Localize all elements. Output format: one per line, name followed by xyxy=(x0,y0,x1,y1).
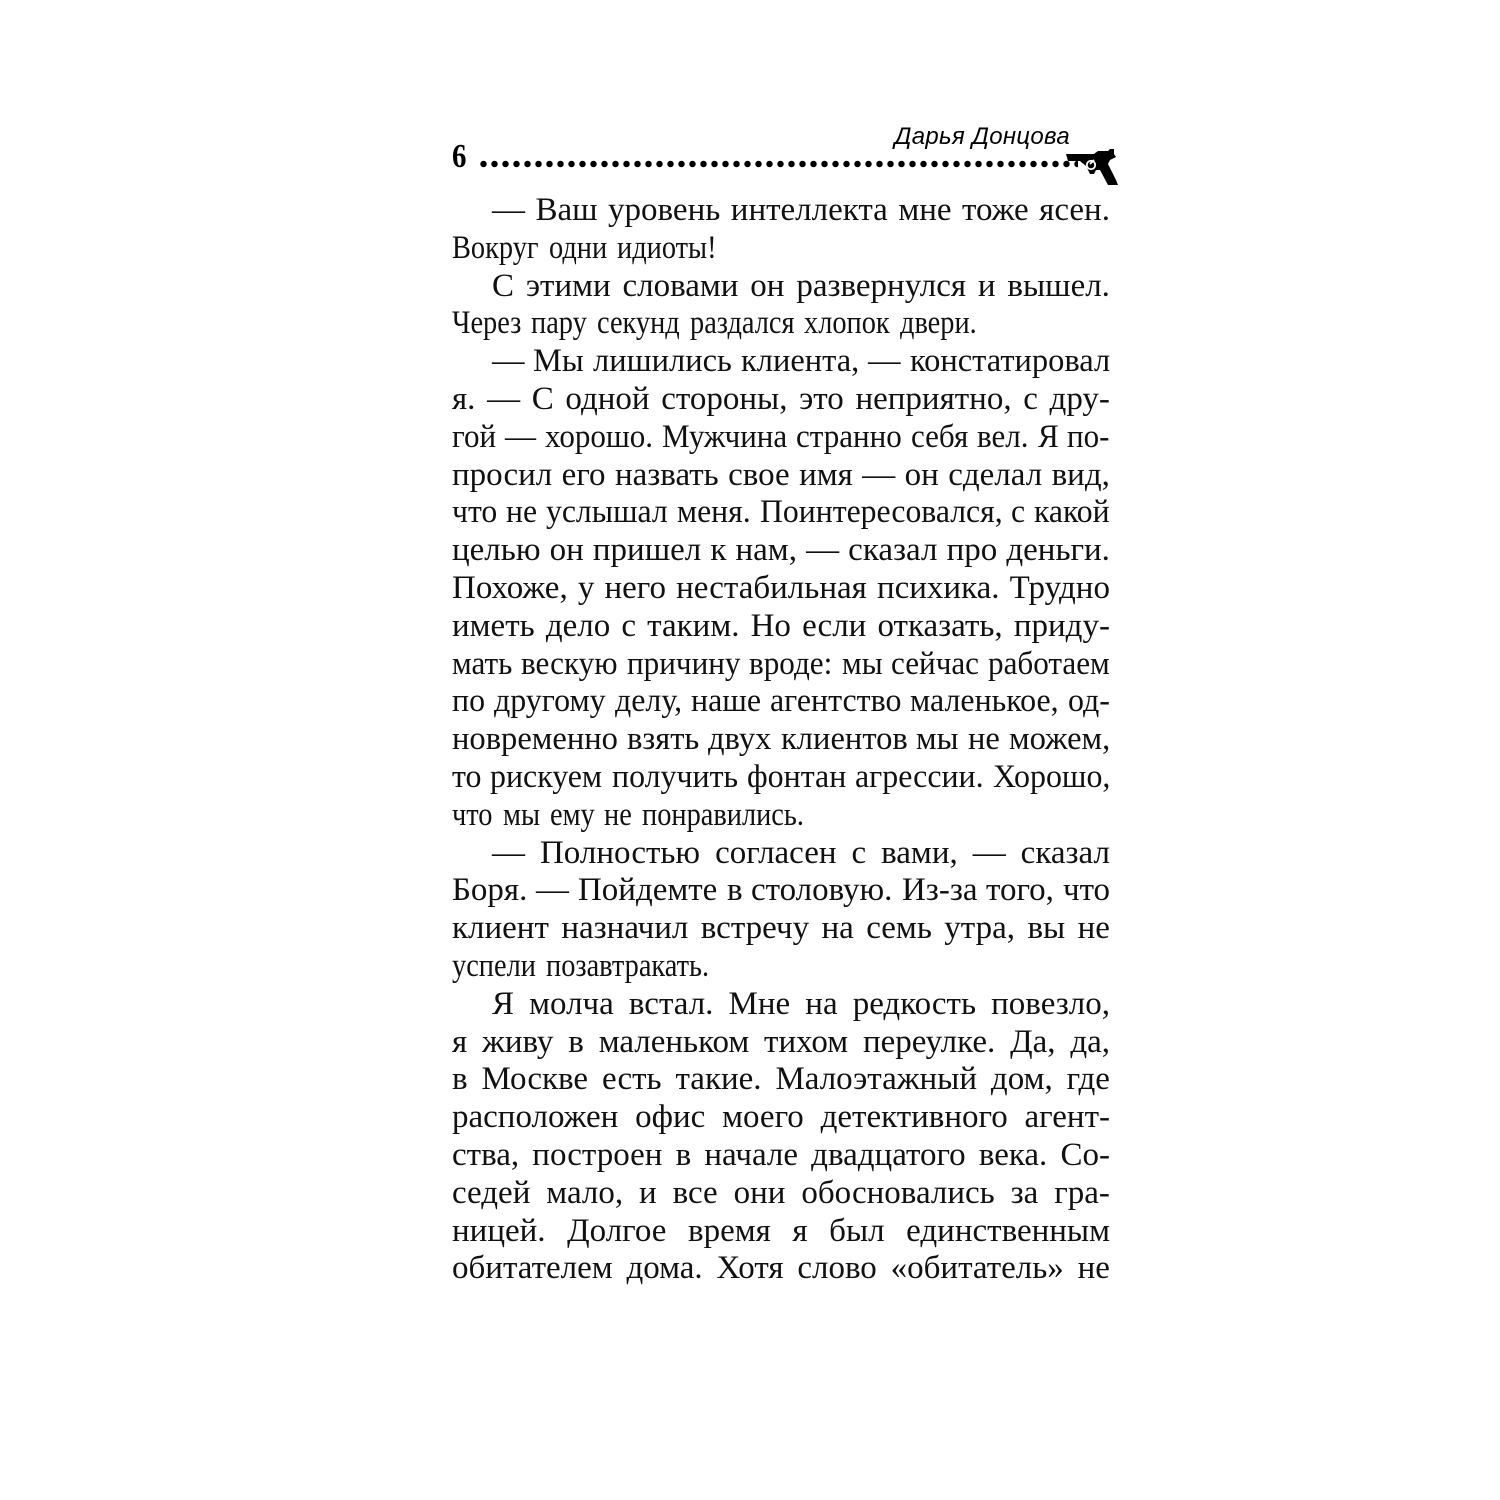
word: дома. xyxy=(626,1250,703,1287)
word: да, xyxy=(1070,1023,1110,1060)
word: С xyxy=(492,267,515,304)
word: про xyxy=(946,532,998,569)
word: Мы xyxy=(533,343,585,380)
word: и xyxy=(977,267,996,304)
word: стороны, xyxy=(661,380,788,417)
word: мы xyxy=(916,721,959,758)
word: время xyxy=(688,1212,771,1249)
word: клиентов xyxy=(780,721,908,758)
word: двух xyxy=(708,721,772,758)
text-line xyxy=(452,1250,1110,1288)
word: я xyxy=(452,1023,468,1060)
word: вышел. xyxy=(1007,267,1110,304)
word: не xyxy=(1077,1250,1110,1287)
word: получить xyxy=(611,758,738,795)
word: хлопок xyxy=(804,305,891,342)
word: мало, xyxy=(546,1174,624,1211)
book-page xyxy=(452,120,1110,1288)
word: вел. xyxy=(977,418,1029,455)
word: дру- xyxy=(1049,380,1110,417)
word: сейчас xyxy=(891,645,980,682)
text-line xyxy=(452,1061,1110,1099)
word: маленькое, xyxy=(910,683,1059,720)
text-line xyxy=(452,532,1110,570)
word: — xyxy=(972,834,1006,871)
text-line xyxy=(452,1024,1110,1062)
text-line xyxy=(452,910,1110,948)
word: с xyxy=(1023,380,1038,417)
word: Вокруг xyxy=(452,229,539,266)
text-line xyxy=(452,835,1110,873)
word: пришел xyxy=(592,532,702,569)
word: Полностью xyxy=(539,834,701,871)
word: мне xyxy=(898,192,952,228)
word: Но xyxy=(750,607,791,644)
word: ясен. xyxy=(1039,192,1110,228)
text-line xyxy=(452,1213,1110,1251)
word: Мужчина xyxy=(662,418,788,455)
text-line xyxy=(452,948,1110,986)
word: Трудно xyxy=(1009,569,1110,606)
word: обитателем xyxy=(452,1250,613,1287)
word: вами, xyxy=(881,834,958,871)
word: повезло, xyxy=(991,985,1110,1022)
word: единственным xyxy=(906,1212,1110,1249)
word: одни xyxy=(548,229,607,266)
word: интеллекта xyxy=(730,192,888,228)
word: с xyxy=(1011,494,1026,531)
word: словами xyxy=(622,267,739,304)
word: я. xyxy=(452,380,476,417)
word: построен xyxy=(532,1136,663,1173)
word: имя xyxy=(799,456,853,493)
word: гой xyxy=(452,418,497,455)
word: Пойдемте xyxy=(578,872,718,909)
word: — xyxy=(492,343,525,380)
word: встал. xyxy=(628,985,714,1022)
word: слово xyxy=(797,1250,877,1287)
word: по- xyxy=(1067,418,1110,455)
word: Со- xyxy=(1060,1136,1110,1173)
word: века. xyxy=(978,1136,1048,1173)
text-line xyxy=(452,570,1110,608)
revolver-icon xyxy=(1064,148,1124,186)
word: — xyxy=(806,532,840,569)
word: психика. xyxy=(876,569,1000,606)
word: Мне xyxy=(728,985,791,1022)
word: — xyxy=(487,380,521,417)
page-number: 6 xyxy=(452,138,467,175)
word: сказал xyxy=(1020,834,1110,871)
word: двери. xyxy=(900,305,977,342)
word: дом, xyxy=(990,1061,1053,1098)
word: что xyxy=(452,796,493,833)
word: в xyxy=(726,872,743,909)
word: новременно xyxy=(452,721,618,758)
word: Хотя xyxy=(716,1250,784,1287)
word: не xyxy=(967,721,1000,758)
word: его xyxy=(561,456,606,493)
word: он xyxy=(750,267,785,304)
word: не xyxy=(1077,910,1110,947)
word: этими xyxy=(525,267,611,304)
word: седей xyxy=(452,1174,531,1211)
word: в xyxy=(452,1061,468,1098)
word: просил xyxy=(452,456,553,493)
word: отказать, xyxy=(877,607,1003,644)
word: — xyxy=(862,456,896,493)
word: клиент xyxy=(452,910,549,947)
word: констатировал xyxy=(909,343,1110,380)
word: меня. xyxy=(676,494,751,531)
word: в xyxy=(568,1023,584,1060)
word: моего xyxy=(722,1099,804,1136)
word: С xyxy=(531,380,554,417)
word: секунд xyxy=(597,305,680,342)
text-line xyxy=(452,230,1110,268)
word: назначил xyxy=(561,910,689,947)
word: другому xyxy=(494,683,606,720)
word: Поинтересовался, xyxy=(759,494,1003,531)
word: молча xyxy=(529,985,614,1022)
word: Я xyxy=(492,985,515,1022)
text-line xyxy=(452,797,1110,835)
word: Москве xyxy=(481,1061,589,1098)
text-line xyxy=(452,872,1110,910)
word: не xyxy=(604,796,633,833)
word: живу xyxy=(482,1023,554,1060)
word: рискуем xyxy=(490,758,603,795)
text-line xyxy=(452,683,1110,721)
word: маленьком xyxy=(598,1023,750,1060)
word: по xyxy=(452,683,486,720)
word: к xyxy=(710,532,727,569)
word: Долгое xyxy=(567,1212,667,1249)
word: Похоже, xyxy=(452,569,568,606)
word: детективного xyxy=(820,1099,1008,1136)
word: делу, xyxy=(614,683,682,720)
text-line xyxy=(452,1175,1110,1213)
word: развернулся xyxy=(796,267,967,304)
word: мать xyxy=(452,645,513,682)
word: деньги. xyxy=(1006,532,1110,569)
word: Я xyxy=(1037,418,1059,455)
word: позавтракать. xyxy=(545,947,709,984)
word: есть xyxy=(601,1061,662,1098)
word: — xyxy=(536,872,570,909)
word: причину xyxy=(626,645,741,682)
word: гра- xyxy=(1054,1174,1110,1211)
word: на xyxy=(821,910,854,947)
text-line xyxy=(452,1099,1110,1137)
word: столовую. xyxy=(751,872,893,909)
word: редкость xyxy=(852,985,977,1022)
word: тихом xyxy=(764,1023,849,1060)
word: иметь xyxy=(452,607,535,644)
word: уровень xyxy=(608,192,721,228)
word: целью xyxy=(452,532,541,569)
word: семь xyxy=(866,910,932,947)
word: расположен xyxy=(452,1099,619,1136)
text-line xyxy=(452,192,1110,230)
word: Через xyxy=(452,305,522,342)
text-line xyxy=(452,457,1110,495)
word: что xyxy=(452,494,498,531)
word: такие. xyxy=(675,1061,762,1098)
word: взять xyxy=(626,721,700,758)
text-line xyxy=(452,986,1110,1024)
word: Ваш xyxy=(535,192,598,228)
word: Хорошо, xyxy=(992,758,1110,795)
word: с xyxy=(621,607,637,644)
word: таким. xyxy=(647,607,740,644)
word: он xyxy=(904,456,939,493)
word: встречу xyxy=(700,910,810,947)
word: назвать xyxy=(614,456,719,493)
word: раздался xyxy=(689,305,795,342)
word: мы xyxy=(502,796,540,833)
word: странно xyxy=(796,418,903,455)
word: вескую xyxy=(521,645,618,682)
word: наше xyxy=(690,683,761,720)
word: у xyxy=(577,569,595,606)
word: понравились. xyxy=(642,796,804,833)
word: «обитатель» xyxy=(890,1250,1064,1287)
word: офис xyxy=(635,1099,706,1136)
word: обосновались xyxy=(801,1174,995,1211)
word: пару xyxy=(531,305,588,342)
word: какой xyxy=(1034,494,1110,531)
word: вроде: xyxy=(749,645,833,682)
word: себя xyxy=(911,418,969,455)
word: одной xyxy=(565,380,650,417)
word: услышал xyxy=(546,494,668,531)
word: переулке. xyxy=(862,1023,996,1060)
text-line xyxy=(452,268,1110,306)
word: приду- xyxy=(1013,607,1110,644)
word: не xyxy=(506,494,538,531)
word: они xyxy=(733,1174,786,1211)
author-name: Дарья Донцова xyxy=(894,123,1070,150)
word: нестабильная xyxy=(676,569,867,606)
text-line xyxy=(452,608,1110,646)
word: ницей. xyxy=(452,1212,546,1249)
word: с xyxy=(851,834,867,871)
word: согласен xyxy=(715,834,837,871)
word: утра, xyxy=(944,910,1016,947)
word: можем, xyxy=(1008,721,1110,758)
word: лишились xyxy=(593,343,732,380)
word: это xyxy=(799,380,844,417)
word: в xyxy=(675,1136,692,1173)
word: то xyxy=(452,758,482,795)
word: хорошо. xyxy=(545,418,654,455)
text-line xyxy=(452,721,1110,759)
text-line xyxy=(452,305,1110,343)
word: все xyxy=(672,1174,718,1211)
word: нам, xyxy=(735,532,797,569)
word: на xyxy=(805,985,838,1022)
word: мы xyxy=(841,645,883,682)
body-text xyxy=(452,192,1110,1288)
text-line xyxy=(452,759,1110,797)
word: сделал xyxy=(948,456,1043,493)
dot-leader xyxy=(480,160,1078,168)
word: вы xyxy=(1027,910,1066,947)
word: сказал xyxy=(848,532,938,569)
word: за xyxy=(1010,1174,1039,1211)
word: од- xyxy=(1067,683,1110,720)
word: работаем xyxy=(988,645,1110,682)
word: — xyxy=(505,418,537,455)
running-head xyxy=(452,120,1110,190)
text-line xyxy=(452,381,1110,419)
word: идиоты! xyxy=(616,229,717,266)
word: Малоэтажный xyxy=(775,1061,978,1098)
text-line xyxy=(452,494,1110,532)
word: неприятно, xyxy=(855,380,1012,417)
word: агент- xyxy=(1024,1099,1110,1136)
word: начале xyxy=(704,1136,798,1173)
word: я xyxy=(792,1212,808,1249)
word: вид, xyxy=(1051,456,1110,493)
word: Да, xyxy=(1010,1023,1056,1060)
word: Из-за xyxy=(901,872,978,909)
text-line xyxy=(452,646,1110,684)
word: — xyxy=(492,834,525,871)
word: что xyxy=(1062,872,1110,909)
word: агентство xyxy=(769,683,902,720)
word: если xyxy=(802,607,867,644)
text-line xyxy=(452,343,1110,381)
word: Боря. xyxy=(452,872,528,909)
text-line xyxy=(452,419,1110,457)
word: того, xyxy=(986,872,1054,909)
word: был xyxy=(829,1212,885,1249)
word: успели xyxy=(452,947,536,984)
word: где xyxy=(1066,1061,1110,1098)
word: — xyxy=(492,192,525,228)
word: ему xyxy=(549,796,595,833)
word: фонтан xyxy=(746,758,846,795)
word: тоже xyxy=(962,192,1029,228)
word: него xyxy=(604,569,666,606)
word: он xyxy=(549,532,584,569)
word: свое xyxy=(728,456,790,493)
text-line xyxy=(452,1137,1110,1175)
word: клиента, xyxy=(740,343,860,380)
word: и xyxy=(639,1174,657,1211)
word: — xyxy=(868,343,901,380)
word: ства, xyxy=(452,1136,520,1173)
word: двадцатого xyxy=(811,1136,966,1173)
word: дело xyxy=(545,607,611,644)
word: агрессии. xyxy=(854,758,984,795)
